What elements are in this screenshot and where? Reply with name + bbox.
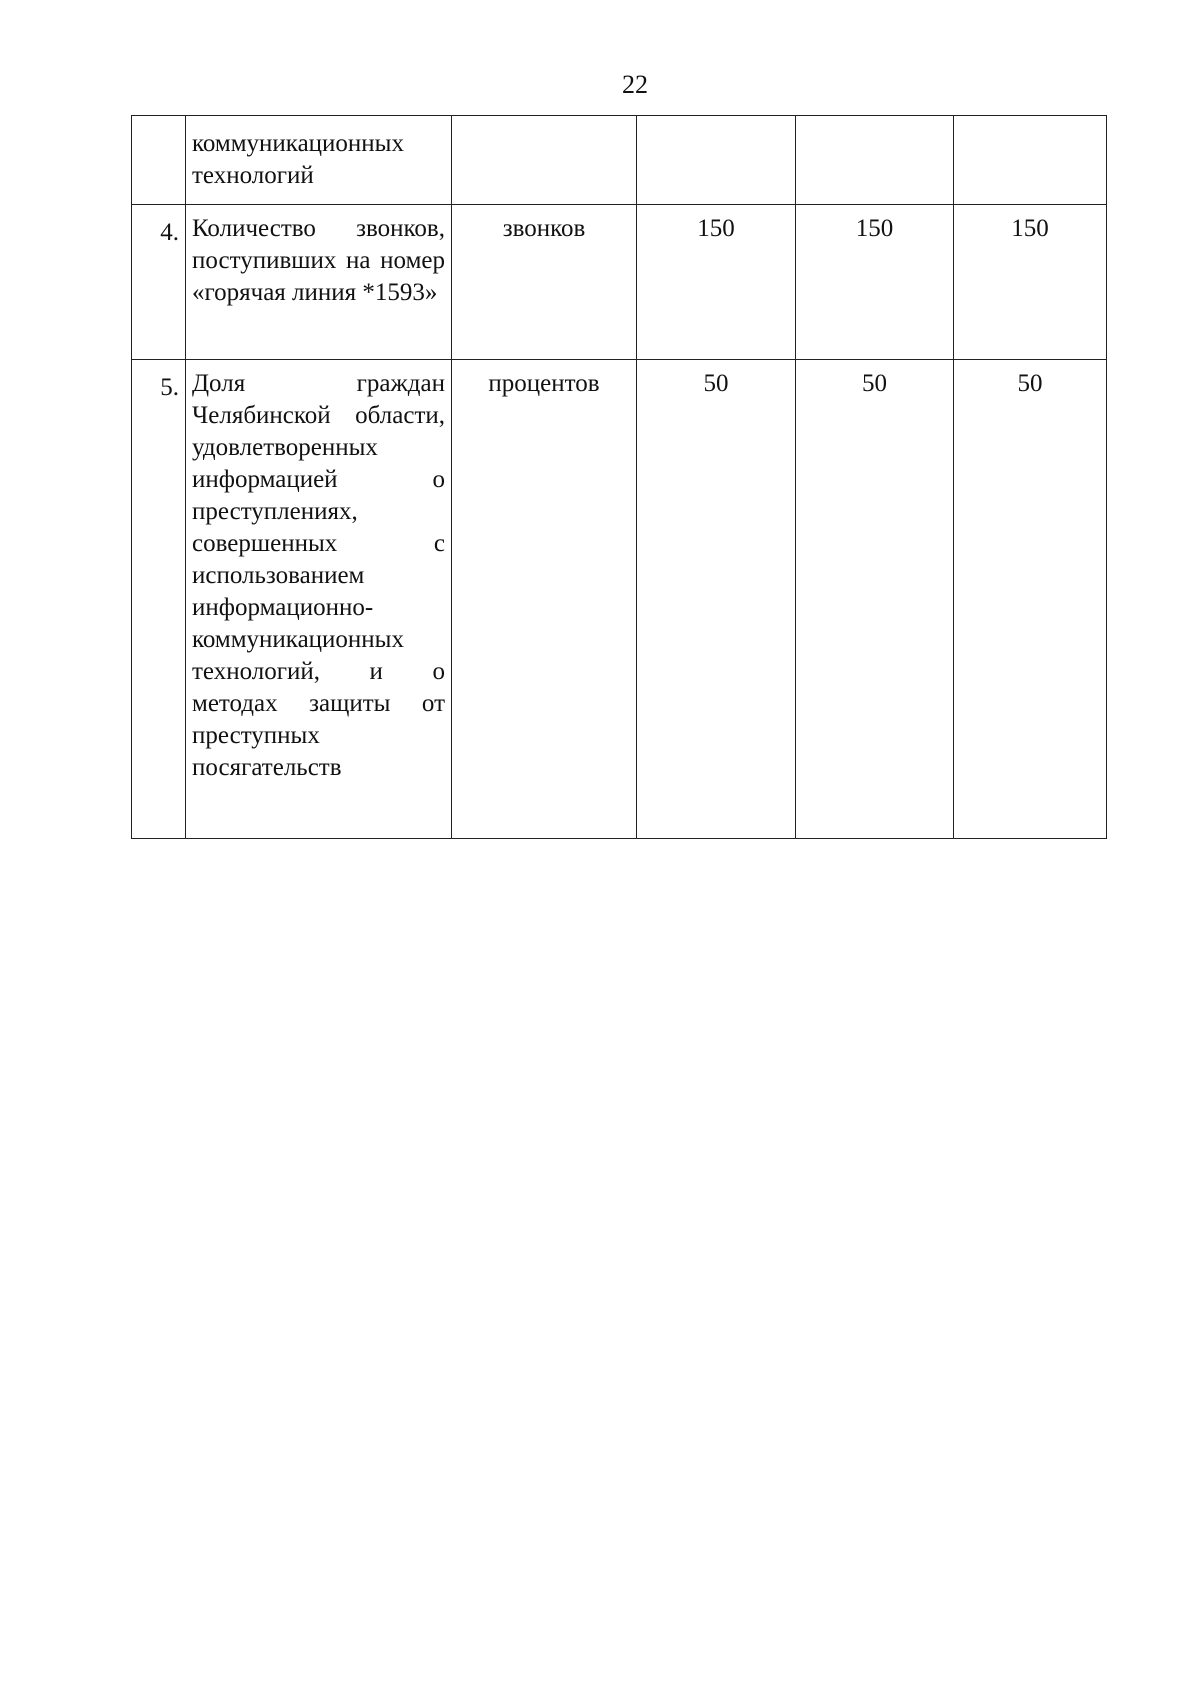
- value-cell-1: 150: [637, 205, 796, 360]
- value-cell-3: 150: [954, 205, 1107, 360]
- value-cell-3: 50: [954, 360, 1107, 839]
- unit-cell: процентов: [452, 360, 637, 839]
- value-cell-1: 50: [637, 360, 796, 839]
- value-cell-3: [954, 116, 1107, 205]
- table-row: [132, 360, 1107, 839]
- value-cell-1: [637, 116, 796, 205]
- unit-cell: звонков: [452, 205, 637, 360]
- value-cell-2: 50: [796, 360, 954, 839]
- row-number: 5.: [132, 360, 186, 839]
- indicator-name: Количество звонков, поступивших на номер «горячая линия *1593»: [186, 205, 452, 360]
- indicator-name: коммуникационных технологий: [186, 116, 452, 205]
- value-cell-2: 150: [796, 205, 954, 360]
- unit-cell: [452, 116, 637, 205]
- row-number: [132, 116, 186, 205]
- value-cell-2: [796, 116, 954, 205]
- page-number: 22: [622, 70, 648, 99]
- indicator-name: Доля граждан Челябинской области, удовлетворенных информацией о преступлениях, совершенных с использованием информационно-коммуникационных технологий, и о методах защиты от преступных посягательств: [186, 360, 452, 839]
- row-number: 4.: [132, 205, 186, 360]
- indicators-table: [131, 115, 1107, 839]
- table-row: [132, 116, 1107, 205]
- table-row: [132, 205, 1107, 360]
